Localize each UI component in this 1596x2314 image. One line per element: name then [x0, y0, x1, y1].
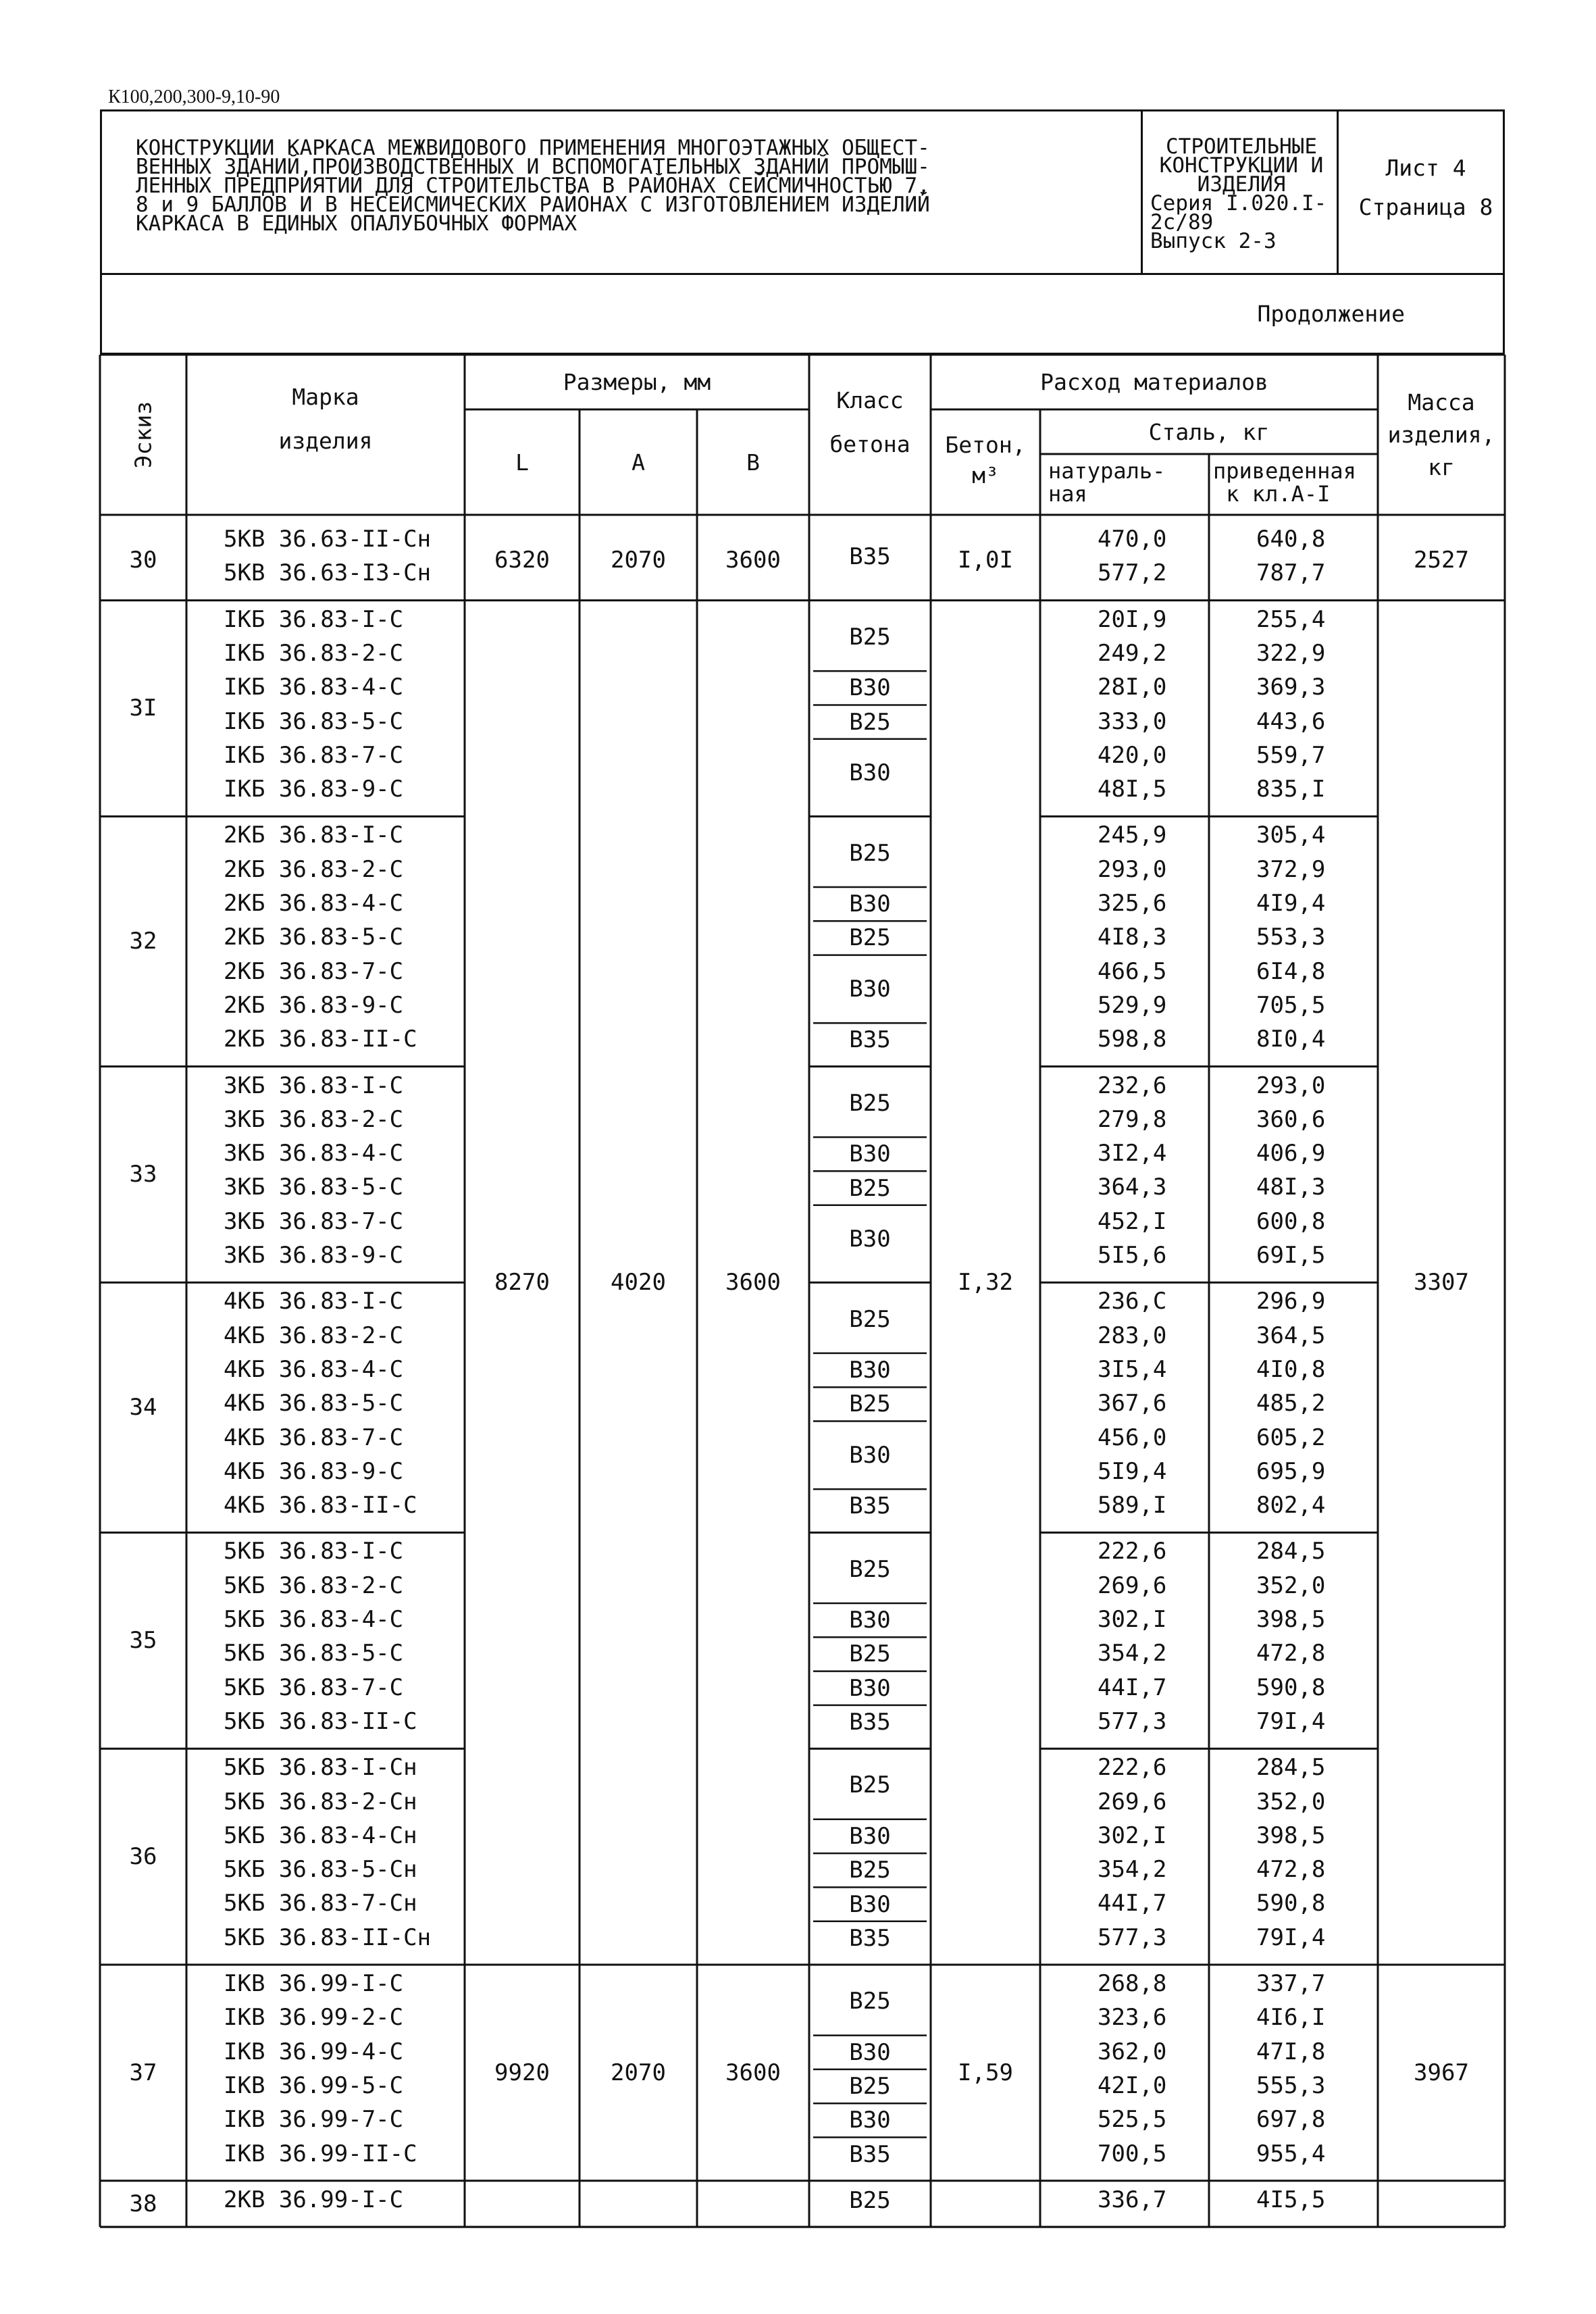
size-L: 6320 [494, 547, 550, 574]
concrete-volume: I,32 [958, 1269, 1013, 1297]
steel-natural-value: 269,6 [1098, 1788, 1167, 1815]
column-header-steel: Сталь, кг [1148, 418, 1270, 445]
steel-reduced-value: 255,4 [1256, 605, 1326, 633]
concrete-class: В30 [849, 1890, 891, 1918]
steel-natural-value: 577,3 [1098, 1923, 1167, 1951]
size-L: 8270 [494, 1269, 550, 1297]
steel-natural-value: 5I5,6 [1098, 1242, 1167, 1269]
steel-reduced-value: 605,2 [1256, 1424, 1326, 1451]
steel-reduced-value: 6I4,8 [1256, 957, 1326, 985]
steel-reduced-value: 590,8 [1256, 1890, 1326, 1917]
steel-reduced-value: 802,4 [1256, 1492, 1326, 1519]
steel-reduced-value: 47I,8 [1256, 2038, 1326, 2065]
steel-natural-value: 20I,9 [1098, 605, 1167, 633]
sketch-number: 34 [129, 1394, 157, 1422]
steel-natural-value: 279,8 [1098, 1105, 1167, 1133]
steel-natural-value: 302,I [1098, 1606, 1167, 1633]
steel-natural-value: 577,3 [1098, 1707, 1167, 1735]
steel-reduced-value: 8I0,4 [1256, 1026, 1326, 1053]
category-line: ИЗДЕЛИЯ [1197, 172, 1286, 197]
steel-natural-value: 323,6 [1098, 2004, 1167, 2032]
steel-reduced-value: 955,4 [1256, 2140, 1326, 2167]
steel-natural-value: 336,7 [1098, 2186, 1167, 2213]
product-mark: 3КБ 36.83-5-С [224, 1174, 404, 1201]
concrete-class: В25 [849, 708, 891, 736]
steel-natural-value: 302,I [1098, 1821, 1167, 1849]
steel-reduced-value: 369,3 [1256, 674, 1326, 701]
product-mark: IКБ 36.83-2-С [224, 639, 404, 667]
concrete-class: В30 [849, 2107, 891, 2134]
steel-natural-value: 3I5,4 [1098, 1355, 1167, 1383]
product-mark: 4КБ 36.83-7-С [224, 1424, 404, 1451]
concrete-class: В25 [849, 1390, 891, 1418]
sketch-number: 38 [129, 2190, 157, 2217]
concrete-class: В35 [849, 543, 891, 571]
title-line: 8 и 9 БАЛЛОВ И В НЕСЕЙСМИЧЕСКИХ РАЙОНАХ С ИЗГОТОВЛЕНИЕМ ИЗДЕЛИЙ [136, 193, 930, 217]
concrete-class: В35 [849, 1026, 891, 1054]
steel-reduced-value: 600,8 [1256, 1207, 1326, 1235]
steel-reduced-value: 79I,4 [1256, 1923, 1326, 1951]
sketch-number: 3I [129, 695, 157, 722]
product-mark: IКБ 36.83-4-С [224, 674, 404, 701]
product-mark: 4КБ 36.83-II-С [224, 1492, 417, 1519]
column-header-materials: Расход материалов [1040, 369, 1268, 395]
product-mark: IКВ 36.99-II-С [224, 2140, 417, 2167]
product-mark: 5КБ 36.83-2-Сн [224, 1788, 417, 1815]
steel-natural-value: 466,5 [1098, 957, 1167, 985]
steel-reduced-value: 695,9 [1256, 1457, 1326, 1485]
steel-natural-value: 362,0 [1098, 2038, 1167, 2065]
steel-reduced-value: 559,7 [1256, 741, 1326, 769]
concrete-volume: I,59 [958, 2059, 1013, 2086]
product-mark: IКБ 36.83-7-С [224, 741, 404, 769]
product-mark: 5КБ 36.83-I-С [224, 1538, 404, 1565]
concrete-class: В25 [849, 839, 891, 867]
concrete-class: В30 [849, 1140, 891, 1168]
steel-natural-value: 42I,0 [1098, 2071, 1167, 2099]
concrete-class: В25 [849, 1305, 891, 1333]
sketch-number: 33 [129, 1161, 157, 1188]
product-mark: 3КБ 36.83-7-С [224, 1207, 404, 1235]
steel-natural-value: 249,2 [1098, 639, 1167, 667]
steel-natural-value: 364,3 [1098, 1174, 1167, 1201]
column-header-L: L [515, 449, 529, 476]
concrete-class: В25 [849, 1988, 891, 2015]
steel-natural-value: 420,0 [1098, 741, 1167, 769]
steel-natural-value: 222,6 [1098, 1754, 1167, 1782]
concrete-class: В25 [849, 1555, 891, 1583]
product-mark: 5КБ 36.83-2-С [224, 1571, 404, 1599]
concrete-class: В30 [849, 1357, 891, 1384]
steel-reduced-value: 296,9 [1256, 1288, 1326, 1315]
concrete-class: В35 [849, 1492, 891, 1520]
product-mark: 2КБ 36.83-4-С [224, 890, 404, 917]
steel-natural-value: 4I8,3 [1098, 924, 1167, 951]
concrete-class: В30 [849, 1441, 891, 1469]
steel-natural-value: 28I,0 [1098, 674, 1167, 701]
sketch-number: 36 [129, 1843, 157, 1871]
steel-reduced-value: 553,3 [1256, 924, 1326, 951]
steel-natural-value: 325,6 [1098, 890, 1167, 917]
concrete-class: В30 [849, 674, 891, 702]
steel-natural-value: 268,8 [1098, 1970, 1167, 1997]
concrete-class: В25 [849, 1174, 891, 1202]
steel-reduced-value: 590,8 [1256, 1674, 1326, 1701]
product-mark: IКВ 36.99-7-С [224, 2106, 404, 2134]
steel-reduced-value: 360,6 [1256, 1105, 1326, 1133]
column-header-A: А [632, 449, 645, 476]
concrete-class: В30 [849, 2038, 891, 2066]
product-mark: 4КБ 36.83-2-С [224, 1322, 404, 1349]
steel-natural-value: 44I,7 [1098, 1674, 1167, 1701]
steel-natural-value: 44I,7 [1098, 1890, 1167, 1917]
product-mark: IКБ 36.83-5-С [224, 707, 404, 735]
steel-reduced-value: 48I,3 [1256, 1174, 1326, 1201]
steel-natural-value: 452,I [1098, 1207, 1167, 1235]
product-mark: IКБ 36.83-9-С [224, 776, 404, 803]
concrete-class: В30 [849, 1225, 891, 1253]
document-code: К100,200,300-9,10-90 [108, 86, 280, 107]
title-line: КОНСТРУКЦИИ КАРКАСА МЕЖВИДОВОГО ПРИМЕНЕНИЯ МНОГОЭТАЖНЫХ ОБЩЕСТ- [136, 136, 930, 160]
column-header-mass: Масса изделия, кг [1387, 389, 1495, 480]
steel-reduced-value: 372,9 [1256, 855, 1326, 883]
steel-reduced-value: 293,0 [1256, 1072, 1326, 1099]
steel-reduced-value: 472,8 [1256, 1640, 1326, 1667]
product-mark: IКВ 36.99-2-С [224, 2004, 404, 2032]
steel-natural-value: 354,2 [1098, 1640, 1167, 1667]
steel-natural-value: 354,2 [1098, 1856, 1167, 1884]
steel-reduced-value: 337,7 [1256, 1970, 1326, 1997]
steel-reduced-value: 364,5 [1256, 1322, 1326, 1349]
steel-reduced-value: 4I9,4 [1256, 890, 1326, 917]
steel-reduced-value: 284,5 [1256, 1538, 1326, 1565]
size-B: 3600 [725, 2059, 781, 2086]
concrete-class: В25 [849, 623, 891, 651]
product-mark: IКБ 36.83-I-С [224, 605, 404, 633]
size-A: 2070 [611, 2059, 666, 2086]
steel-natural-value: 48I,5 [1098, 776, 1167, 803]
sketch-number: 30 [129, 547, 157, 574]
product-mark: IКВ 36.99-5-С [224, 2071, 404, 2099]
steel-reduced-value: 835,I [1256, 776, 1326, 803]
steel-reduced-value: 705,5 [1256, 991, 1326, 1019]
steel-reduced-value: 485,2 [1256, 1390, 1326, 1417]
steel-natural-value: 245,9 [1098, 822, 1167, 849]
steel-natural-value: 456,0 [1098, 1424, 1167, 1451]
steel-reduced-value: 79I,4 [1256, 1707, 1326, 1735]
column-header-concrete: Бетон, м³ [945, 432, 1026, 488]
continuation-label: Продолжение [1257, 301, 1405, 327]
category-line: СТРОИТЕЛЬНЫЕ [1166, 134, 1317, 159]
concrete-class: В30 [849, 1822, 891, 1850]
concrete-class: В30 [849, 759, 891, 787]
category-line: КОНСТРУКЦИИ И [1159, 153, 1324, 178]
concrete-class: В25 [849, 1640, 891, 1668]
concrete-class: В30 [849, 890, 891, 918]
product-mark: 5КБ 36.83-7-Сн [224, 1890, 417, 1917]
product-mark: 5КБ 36.83-5-С [224, 1640, 404, 1667]
concrete-class: В25 [849, 1089, 891, 1117]
steel-natural-value: 283,0 [1098, 1322, 1167, 1349]
title-line: ВЕННЫХ ЗДАНИЙ,ПРОИЗВОДСТВЕННЫХ И ВСПОМОГАТЕЛЬНЫХ ЗДАНИЙ ПРОМЫШ- [136, 155, 930, 179]
steel-reduced-value: 406,9 [1256, 1140, 1326, 1167]
steel-natural-value: 333,0 [1098, 707, 1167, 735]
concrete-class: В35 [849, 1709, 891, 1736]
steel-natural-value: 3I2,4 [1098, 1140, 1167, 1167]
product-mark: 4КБ 36.83-5-С [224, 1390, 404, 1417]
steel-natural-value: 5I9,4 [1098, 1457, 1167, 1485]
product-mass: 3967 [1414, 2059, 1469, 2086]
concrete-volume: I,0I [958, 547, 1013, 574]
product-mark: 4КБ 36.83-9-С [224, 1457, 404, 1485]
size-A: 2070 [611, 547, 666, 574]
concrete-class: В25 [849, 1771, 891, 1799]
product-mark: IКВ 36.99-4-С [224, 2038, 404, 2065]
steel-natural-value: 222,6 [1098, 1538, 1167, 1565]
steel-reduced-value: 4I5,5 [1256, 2186, 1326, 2213]
product-mark: 5КБ 36.83-5-Сн [224, 1856, 417, 1884]
steel-natural-value: 700,5 [1098, 2140, 1167, 2167]
concrete-class: В25 [849, 1857, 891, 1884]
product-mark: 4КБ 36.83-4-С [224, 1355, 404, 1383]
concrete-class: В25 [849, 924, 891, 952]
steel-natural-value: 269,6 [1098, 1571, 1167, 1599]
title-line: КАРКАСА В ЕДИНЫХ ОПАЛУБОЧНЫХ ФОРМАХ [136, 211, 577, 236]
steel-reduced-value: 352,0 [1256, 1571, 1326, 1599]
steel-natural-value: 525,5 [1098, 2106, 1167, 2134]
column-header-sketch: Эскиз [130, 401, 157, 469]
product-mark: 5КВ 36.63-I3-Сн [224, 559, 432, 587]
steel-reduced-value: 443,6 [1256, 707, 1326, 735]
steel-reduced-value: 284,5 [1256, 1754, 1326, 1782]
product-mark: 2КБ 36.83-7-С [224, 957, 404, 985]
product-mark: 2КБ 36.83-2-С [224, 855, 404, 883]
column-header-sizes: Размеры, мм [563, 369, 711, 395]
sketch-number: 32 [129, 928, 157, 955]
product-mass: 3307 [1414, 1269, 1469, 1297]
steel-natural-value: 598,8 [1098, 1026, 1167, 1053]
steel-reduced-value: 697,8 [1256, 2106, 1326, 2134]
product-mark: 3КБ 36.83-I-С [224, 1072, 404, 1099]
product-mark: 5КБ 36.83-4-Сн [224, 1821, 417, 1849]
title-line: ЛЕННЫХ ПРЕДПРИЯТИЙ ДЛЯ СТРОИТЕЛЬСТВА В РАЙОНАХ СЕЙСМИЧНОСТЬЮ 7, [136, 174, 930, 198]
product-mark: 2КБ 36.83-II-С [224, 1026, 417, 1053]
product-mark: 2КВ 36.99-I-С [224, 2186, 404, 2213]
product-mark: 5КБ 36.83-7-С [224, 1674, 404, 1701]
product-mark: 4КБ 36.83-I-С [224, 1288, 404, 1315]
concrete-class: В30 [849, 975, 891, 1003]
product-mark: 5КВ 36.63-II-Сн [224, 526, 432, 553]
steel-reduced-value: 4I6,I [1256, 2004, 1326, 2032]
steel-natural-value: 589,I [1098, 1492, 1167, 1519]
size-L: 9920 [494, 2059, 550, 2086]
sketch-number: 35 [129, 1627, 157, 1655]
steel-reduced-value: 555,3 [1256, 2071, 1326, 2099]
steel-natural-value: 236,С [1098, 1288, 1167, 1315]
sketch-number: 37 [129, 2059, 157, 2086]
column-header-reduced: приведенная к кл.А-I [1213, 458, 1356, 507]
steel-reduced-value: 305,4 [1256, 822, 1326, 849]
concrete-class: В25 [849, 2186, 891, 2214]
product-mark: 5КБ 36.83-4-С [224, 1606, 404, 1633]
concrete-class: В25 [849, 2073, 891, 2101]
steel-natural-value: 470,0 [1098, 526, 1167, 553]
steel-natural-value: 529,9 [1098, 991, 1167, 1019]
steel-natural-value: 367,6 [1098, 1390, 1167, 1417]
product-mark: 5КБ 36.83-I-Сн [224, 1754, 417, 1782]
steel-reduced-value: 472,8 [1256, 1856, 1326, 1884]
concrete-class: В35 [849, 1924, 891, 1952]
product-mark: 5КБ 36.83-II-Сн [224, 1923, 432, 1951]
steel-reduced-value: 69I,5 [1256, 1242, 1326, 1269]
product-mass: 2527 [1414, 547, 1469, 574]
concrete-class: В30 [849, 1607, 891, 1634]
size-B: 3600 [725, 1269, 781, 1297]
page-number: Страница 8 [1358, 194, 1493, 220]
size-A: 4020 [611, 1269, 666, 1297]
sheet-number: Лист 4 [1385, 155, 1466, 181]
product-mark: 3КБ 36.83-2-С [224, 1105, 404, 1133]
product-mark: 3КБ 36.83-9-С [224, 1242, 404, 1269]
product-mark: 2КБ 36.83-5-С [224, 924, 404, 951]
product-mark: IКВ 36.99-I-С [224, 1970, 404, 1997]
steel-natural-value: 232,6 [1098, 1072, 1167, 1099]
issue-number: Выпуск 2-3 [1150, 229, 1277, 253]
concrete-class: В30 [849, 1674, 891, 1702]
steel-natural-value: 577,2 [1098, 559, 1167, 587]
concrete-class: В35 [849, 2140, 891, 2168]
column-header-natural: натураль- ная [1048, 458, 1166, 507]
column-header-mark: Марка изделия [278, 384, 373, 454]
steel-reduced-value: 640,8 [1256, 526, 1326, 553]
column-header-B: В [746, 449, 760, 476]
steel-reduced-value: 322,9 [1256, 639, 1326, 667]
product-mark: 2КБ 36.83-I-С [224, 822, 404, 849]
product-mark: 2КБ 36.83-9-С [224, 991, 404, 1019]
steel-reduced-value: 398,5 [1256, 1821, 1326, 1849]
steel-reduced-value: 4I0,8 [1256, 1355, 1326, 1383]
steel-reduced-value: 398,5 [1256, 1606, 1326, 1633]
product-mark: 3КБ 36.83-4-С [224, 1140, 404, 1167]
steel-reduced-value: 352,0 [1256, 1788, 1326, 1815]
series-number: Серия I.020.I-2с/89 [1150, 191, 1327, 234]
size-B: 3600 [725, 547, 781, 574]
steel-natural-value: 293,0 [1098, 855, 1167, 883]
column-header-class: Класс бетона [829, 387, 910, 457]
steel-reduced-value: 787,7 [1256, 559, 1326, 587]
product-mark: 5КБ 36.83-II-С [224, 1707, 417, 1735]
